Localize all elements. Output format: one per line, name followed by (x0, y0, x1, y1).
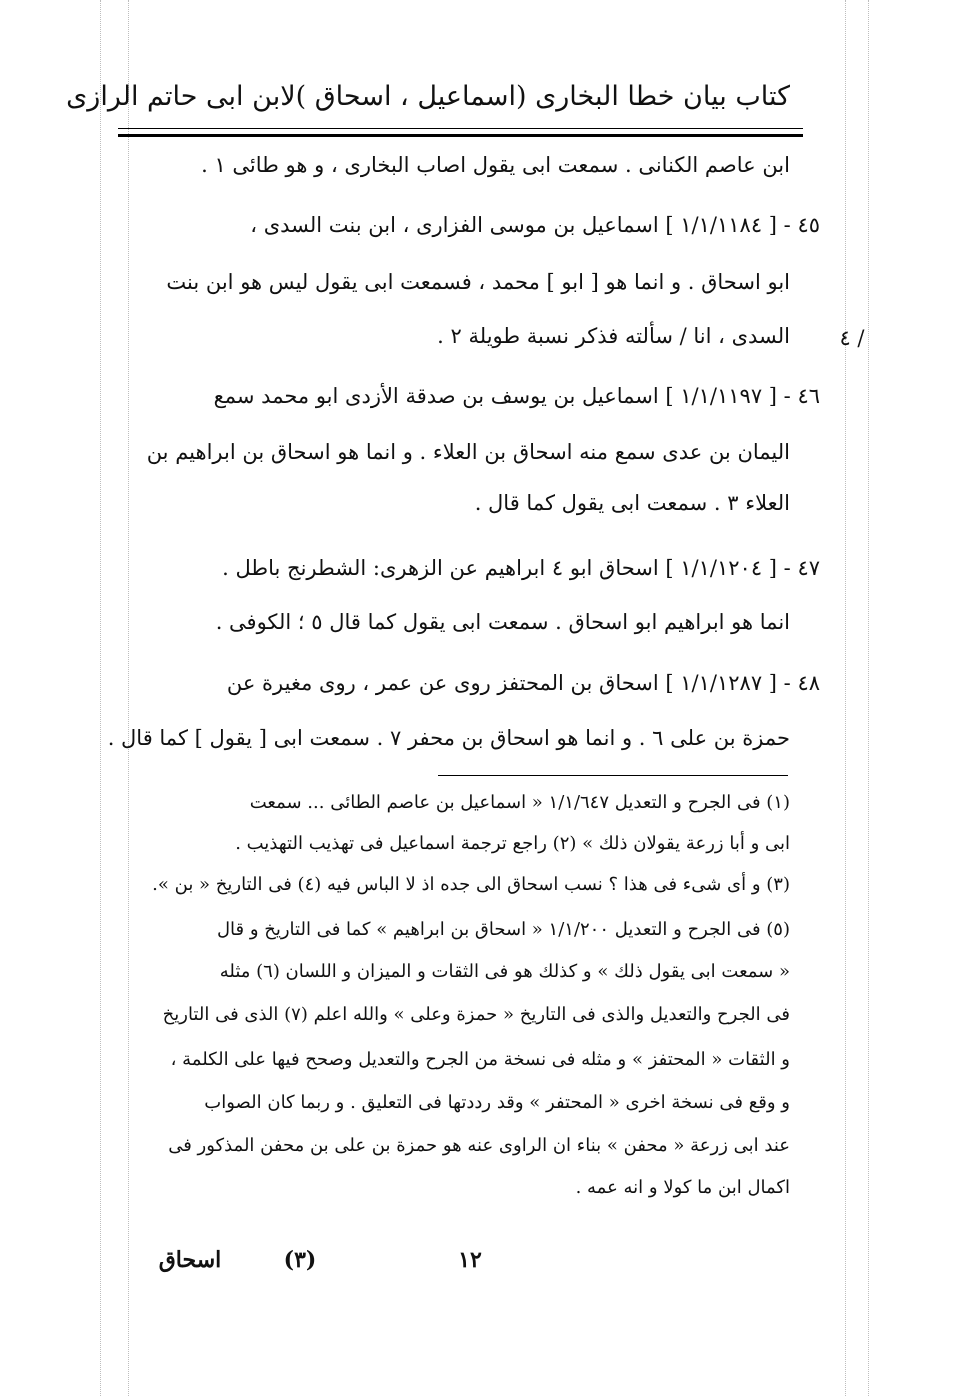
entry-45-heading: ٤٥ - [ ١/١/١١٨٤ ] اسماعيل بن موسى الفزارى ، ابن بنت السدى ، (250, 213, 820, 237)
scan-guide-line (845, 0, 846, 1396)
footnote-rule (438, 775, 788, 776)
text-line: العلاء ٣ . سمعت ابى يقول كما قال . (474, 491, 790, 515)
scan-guide-line (128, 0, 129, 1396)
page-number: ١٢ (458, 1247, 482, 1273)
entry-48-heading: ٤٨ - [ ١/١/١٢٨٧ ] اسحاق بن المحتفز روى عن عمر ، روى مغيرة عن (226, 671, 820, 695)
footnote-line: و الثقات « المحتفز » و مثله فى نسخة من الجرح والتعديل وصحح فيها على الكلمة ، (170, 1049, 790, 1070)
footer-signature-word: اسحاق (158, 1247, 222, 1273)
footnote-line: و وقع فى نسخة اخرى « المحتفر » وقد رددتها فى التعليق . و ربما كان الصواب (204, 1092, 790, 1113)
footnote-line: (٣) و أى شىء فى هذا ؟ نسب اسحاق الى جده اذ لا الباس فيه (٤) فى التاريخ « بن ». (152, 874, 790, 895)
footer-signature-marker: (٣) (283, 1247, 317, 1273)
scan-guide-line (100, 0, 101, 1396)
entry-47-heading: ٤٧ - [ ١/١/١٢٠٤ ] اسحاق ابو ٤ ابراهيم عن الزهرى: الشطرنج باطل . (222, 556, 820, 580)
header-rule-thick (118, 134, 803, 137)
text-line: السدى ، انا / سألته فذكر نسبة طويلة ٢ . (437, 324, 790, 348)
margin-page-note: ٤ / (839, 326, 865, 350)
footnote-line: « سمعت ابى يقول ذلك » و كذلك هو فى الثقات و الميزان و اللسان (٦) مثله (219, 961, 790, 982)
scan-guide-line (868, 0, 869, 1396)
text-line: انما هو ابراهيم ابو اسحاق . سمعت ابى يقول كما قال ٥ ؛ الكوفى . (215, 610, 790, 634)
running-header: كتاب بيان خطا البخارى (اسماعيل ، اسحاق )لابن ابى حاتم الرازى (66, 81, 790, 112)
text-line: اليمان بن عدى سمع منه اسحاق بن العلاء . و انما هو اسحاق بن ابراهيم بن (146, 440, 790, 464)
entry-46-heading: ٤٦ - [ ١/١/١١٩٧ ] اسماعيل بن يوسف بن صدقة الأزدى ابو محمد سمع (213, 384, 820, 408)
footnote-line: ابى و أبا زرعة يقولان ذلك » (٢) راجع ترجمة اسماعيل فى تهذيب التهذيب . (235, 833, 790, 854)
footnote-line: عند ابى زرعة « محفن » بناء ان الراوى عنه هو حمزة بن على بن محفن المذكور فى (168, 1135, 790, 1156)
footnote-line: (٥) فى الجرح و التعديل ١/١/٢٠٠ « اسحاق بن ابراهيم » كما فى التاريخ و قال (216, 919, 790, 940)
footnote-line: اكمال ابن ما كولا و انه عمه . (575, 1177, 790, 1198)
text-line: حمزة بن على ٦ . و انما هو اسحاق بن محفر ٧ . سمعت ابى [ يقول ] كما قال . (107, 726, 790, 750)
footnote-line: فى الجرح والتعديل والذى فى التاريخ « حمزة وعلى » والله اعلم (٧) الذى فى التاريخ (162, 1004, 790, 1025)
footnote-line: (١) فى الجرح و التعديل ١/١/٦٤٧ « اسماعيل بن عاصم الطائى ... سمعت (249, 792, 790, 813)
header-rule-thin (118, 128, 803, 129)
text-line: ابن عاصم الكنانى . سمعت ابى يقول اصاب البخارى ، و هو طائى ١ . (201, 153, 790, 177)
text-line: ابو اسحاق . و انما هو [ ابو ] محمد ، فسمعت ابى يقول ليس هو ابن بنت (166, 270, 790, 294)
